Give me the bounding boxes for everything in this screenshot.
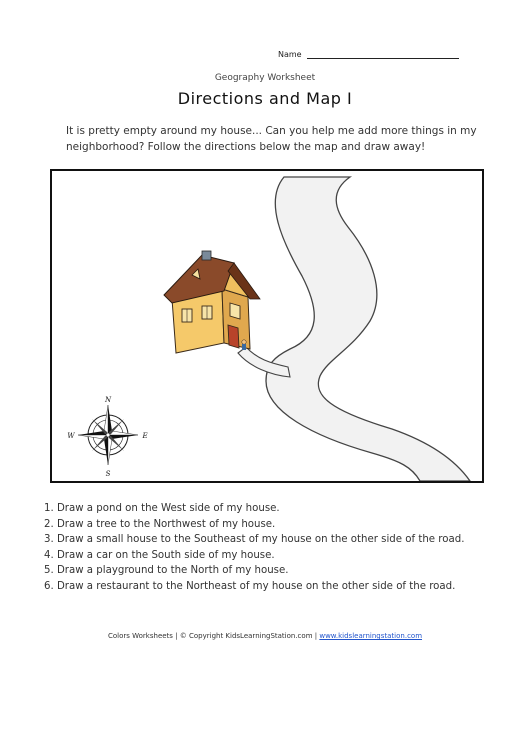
compass-north-label: N [104, 396, 112, 404]
name-line[interactable] [307, 50, 459, 59]
chimney [202, 251, 211, 260]
person-body [242, 344, 246, 350]
direction-item: 6. Draw a restaurant to the Northeast of my house on the other side of the road. [44, 580, 456, 592]
house-door [228, 325, 239, 348]
compass-rose [67, 396, 147, 478]
directions-list [44, 501, 464, 595]
direction-item: 1. Draw a pond on the West side of my house. [44, 503, 280, 514]
house [164, 251, 260, 353]
person-head [242, 340, 246, 344]
worksheet-subtitle: Geography Worksheet [214, 73, 316, 83]
neighborhood-map [50, 169, 484, 483]
compass-west-label: W [67, 432, 75, 440]
footer-colors-worksheets: Colors Worksheets [107, 632, 173, 640]
road [266, 177, 470, 481]
direction-item: 5. Draw a playground to the North of my house. [44, 565, 289, 577]
name-field-row [278, 50, 459, 59]
direction-item: 4. Draw a car on the South side of my house. [44, 549, 275, 561]
footer-copyright: © Copyright KidsLearningStation.com [179, 632, 313, 640]
footer: Colors Worksheets | © Copyright KidsLearningStation.com | www.kidslearningstation.com [107, 632, 423, 640]
name-label: Name [278, 50, 302, 59]
intro-text: It is pretty empty around my house... Can you help me add more things in my neighborhood? Follow the directions below the map and draw away! [66, 125, 477, 153]
direction-item: 2. Draw a tree to the Northwest of my house. [44, 518, 276, 530]
footer-website-link[interactable]: www.kidslearningstation.com [319, 632, 423, 640]
worksheet-title: Directions and Map I [177, 89, 353, 108]
compass-east-label: E [142, 432, 148, 440]
compass-south-label: S [105, 470, 111, 478]
map-drawing [52, 171, 482, 481]
window-side [230, 303, 240, 319]
direction-item: 3. Draw a small house to the Southeast of my house on the other side of the road. [44, 534, 465, 546]
